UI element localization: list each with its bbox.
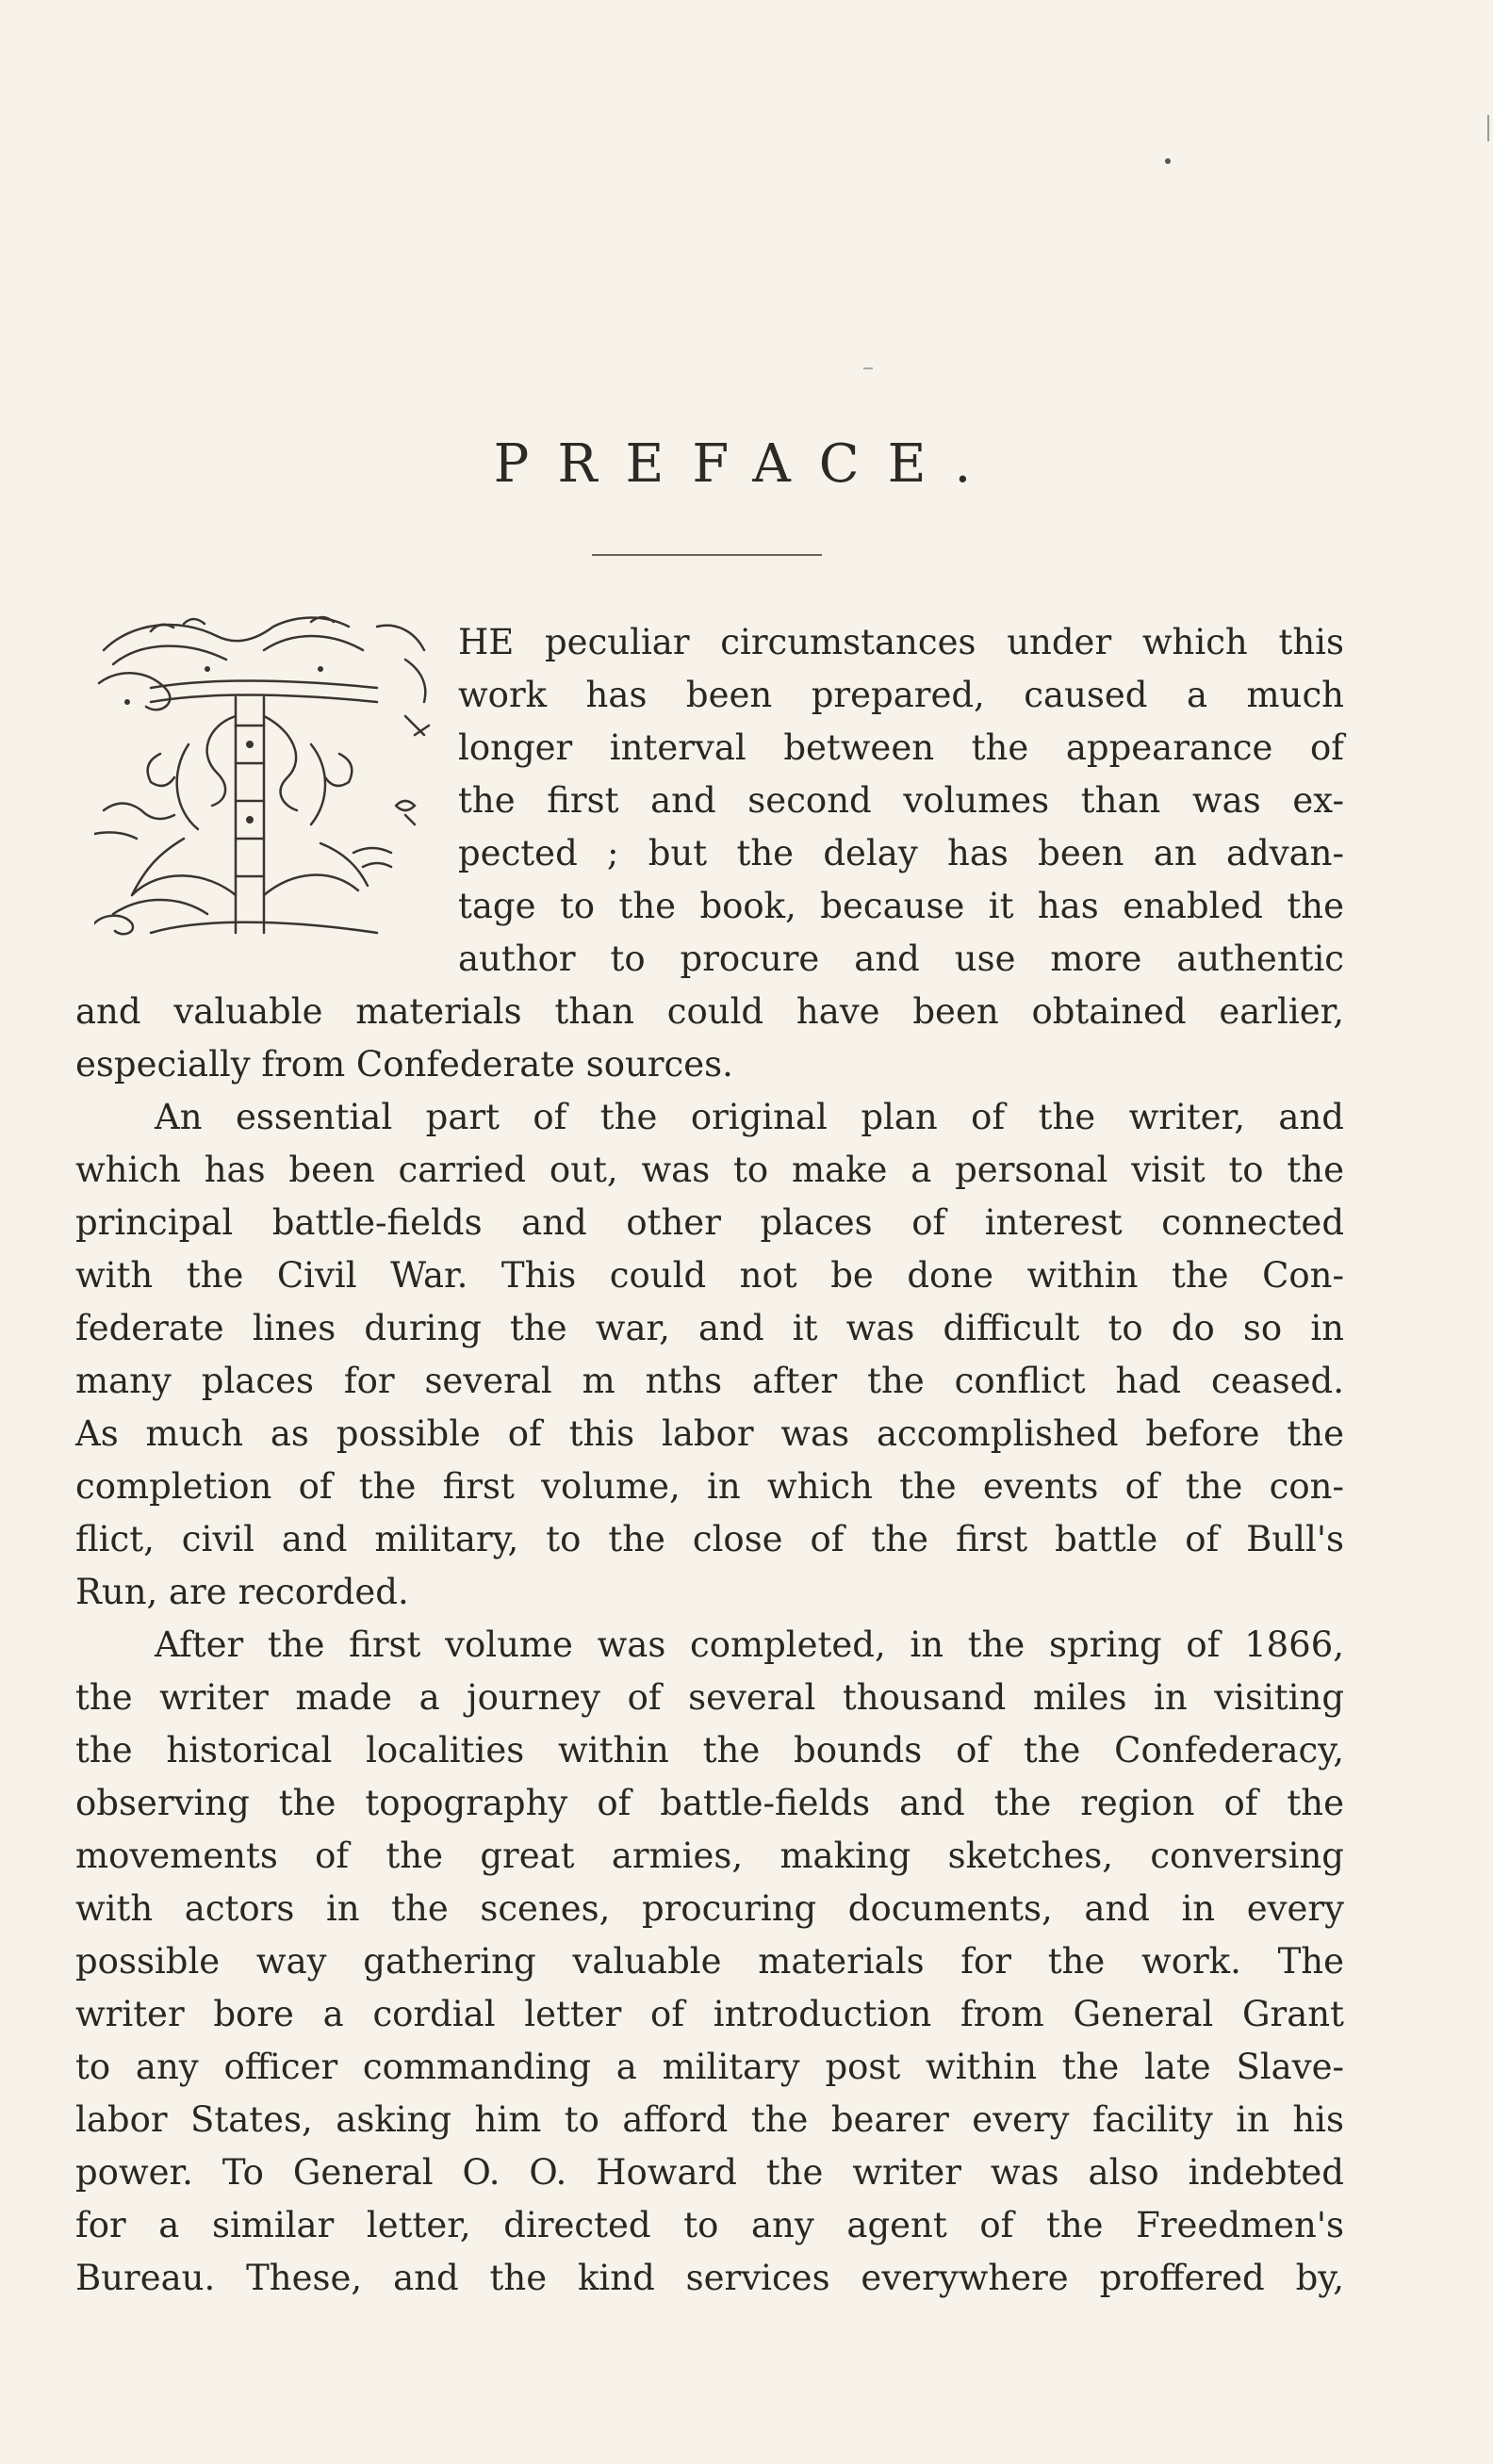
text-line: power. To General O. O. Howard the writer was also indebted (75, 2152, 1344, 2193)
text-line: longer interval between the appearance of (458, 727, 1344, 768)
text-line: especially from Confederate sources. (75, 1044, 733, 1085)
page-edge-mark (1487, 115, 1489, 141)
text-line: HE peculiar circumstances under which this (458, 622, 1344, 662)
intro-paragraph (458, 616, 1344, 986)
text-line: the writer made a journey of several thousand miles in visiting (75, 1677, 1344, 1718)
text-line: many places for several m nths after the conflict had ceased. (75, 1361, 1344, 1401)
text-line: for a similar letter, directed to any agent of the Freedmen's (75, 2205, 1344, 2245)
text-line: possible way gathering valuable materials for the work. The (75, 1941, 1344, 1982)
text-line: flict, civil and military, to the close of the first battle of Bull's (75, 1519, 1344, 1559)
text-line: tage to the book, because it has enabled the (458, 886, 1344, 926)
text-line: the historical localities within the bounds of the Confederacy, (75, 1730, 1344, 1770)
body-text (75, 986, 1344, 2305)
text-line: pected ; but the delay has been an advan- (458, 833, 1344, 873)
text-line: movements of the great armies, making sketches, conversing (75, 1836, 1344, 1876)
page-speck (1165, 158, 1171, 164)
text-line: completion of the first volume, in which the events of the con- (75, 1466, 1344, 1507)
title-rule (592, 554, 822, 556)
page-speck-mark (863, 367, 873, 369)
text-line: author to procure and use more authentic (458, 938, 1344, 979)
ornamental-initial-icon (94, 612, 462, 971)
text-line: with the Civil War. This could not be done within the Con- (75, 1255, 1344, 1296)
text-line: As much as possible of this labor was accomplished before the (75, 1413, 1344, 1454)
text-line: which has been carried out, was to make a personal visit to the (75, 1150, 1344, 1190)
text-line: labor States, asking him to afford the bearer every facility in his (75, 2099, 1344, 2140)
text-line: to any officer commanding a military post within the late Slave- (75, 2047, 1344, 2087)
text-line: writer bore a cordial letter of introduction from General Grant (75, 1994, 1344, 2034)
text-line: with actors in the scenes, procuring documents, and in every (75, 1888, 1344, 1929)
text-line: Run, are recorded. (75, 1572, 409, 1612)
text-line: principal battle-fields and other places of interest connected (75, 1202, 1344, 1243)
text-line: work has been prepared, caused a much (458, 675, 1344, 715)
text-line: observing the topography of battle-fields and the region of the (75, 1783, 1344, 1823)
text-line: Bureau. These, and the kind services everywhere proffered by, (75, 2258, 1344, 2298)
text-line: After the first volume was completed, in the spring of 1866, (155, 1624, 1344, 1665)
text-line: An essential part of the original plan of the writer, and (155, 1097, 1344, 1137)
page-title: PREFACE. (493, 433, 1000, 495)
text-line: the first and second volumes than was ex- (458, 780, 1344, 821)
text-line: federate lines during the war, and it was difficult to do so in (75, 1308, 1344, 1348)
text-line: and valuable materials than could have been obtained earlier, (75, 991, 1344, 1032)
